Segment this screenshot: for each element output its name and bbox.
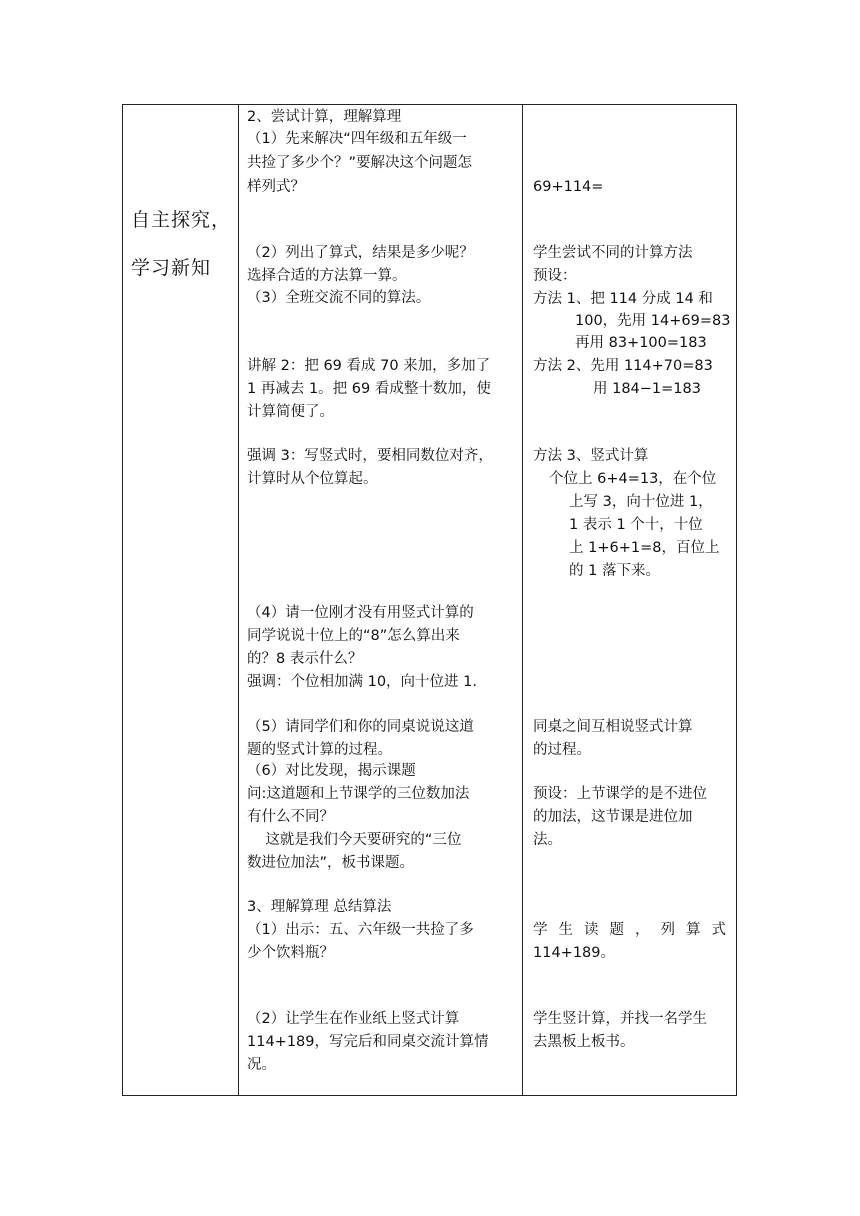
text-line: （4）请一位刚才没有用竖式计算的 [247,605,474,621]
section-title: 2、尝试计算，理解算理 [247,109,402,125]
text-line: 有什么不同？ [247,809,334,825]
text-line: 1 再减去 1。把 69 看成整十数加，使 [247,381,491,397]
text-line: （3）全班交流不同的算法。 [247,290,431,306]
text-line: 上写 3，向十位进 1， [569,494,713,510]
text-line: （2）列出了算式，结果是多少呢？ [247,245,474,261]
text-line: 这就是我们今天要研究的“三位 [247,832,462,848]
text-line: （2）让学生在作业纸上竖式计算 [247,1011,460,1027]
expression: 69+114= [533,179,604,195]
teacher-activity-column [239,105,522,1095]
text-line: 强调 3：写竖式时，要相同数位对齐， [247,448,493,464]
text-line: 样列式？ [247,179,305,195]
text-line: 上 1+6+1=8，百位上 [569,540,720,556]
student-activity-column [523,105,737,1095]
text-line: 学生竖计算，并找一名学生 [533,1011,707,1027]
text-line: 同桌之间互相说竖式计算 [533,719,693,735]
text-line: 计算简便了。 [247,404,334,420]
text-line: 方法 1、把 114 分成 14 和 [533,291,713,307]
text-line: 学生尝试不同的计算方法 [533,245,693,261]
text-line: 少个饮料瓶？ [247,945,334,961]
section-title: 3、理解算理 总结算法 [247,899,392,915]
text-line: 的过程。 [533,742,591,758]
text-line: 再用 83+100=183 [575,335,707,351]
text-line: 题的竖式计算的过程。 [247,742,392,758]
phase-column [123,105,238,1095]
text-line: 去黑板上板书。 [533,1034,635,1050]
text-line: 讲解 2：把 69 看成 70 来加，多加了 [247,358,491,374]
text-line: 选择合适的方法算一算。 [247,268,407,284]
text-line: 强调：个位相加满 10，向十位进 1. [247,674,478,690]
lesson-table [122,104,737,1096]
phase-label: 自主探究， [131,209,232,231]
text-line: （1）出示：五、六年级一共捡了多 [247,922,474,938]
text-line: 共捡了多少个？”要解决这个问题怎 [247,155,473,171]
text-line: 法。 [533,832,562,848]
text-line: 问:这道题和上节课学的三位数加法 [247,786,470,802]
text-line: 学生读题，列算式 [533,922,737,938]
text-line: 方法 2、先用 114+70=83 [533,358,713,374]
text-line: （5）请同学们和你的同桌说说这道 [247,719,474,735]
text-line: （6）对比发现，揭示课题 [247,763,416,779]
text-line: 的？8 表示什么？ [247,651,363,667]
phase-label: 学习新知 [131,257,212,279]
text-line: （1）先来解决“四年级和五年级一 [247,131,467,147]
text-line: 的加法，这节课是进位加 [533,809,693,825]
text-line: 用 184−1=183 [593,381,701,397]
text-line: 个位上 6+4=13，在个位 [549,471,717,487]
text-line: 计算时从个位算起。 [247,471,378,487]
text-line: 预设： [533,268,577,284]
text-line: 数进位加法”，板书课题。 [247,855,415,871]
text-line: 的 1 落下来。 [569,563,660,579]
text-line: 100，先用 14+69=83 [575,313,731,329]
text-line: 1 表示 1 个十，十位 [569,517,703,533]
text-line: 预设：上节课学的是不进位 [533,786,707,802]
text-line: 方法 3、竖式计算 [533,448,649,464]
text-line: 114+189，写完后和同桌交流计算情 [247,1034,489,1050]
text-line: 114+189。 [533,945,616,961]
text-line: 况。 [247,1057,276,1073]
text-line: 同学说说十位上的“8”怎么算出来 [247,628,460,644]
